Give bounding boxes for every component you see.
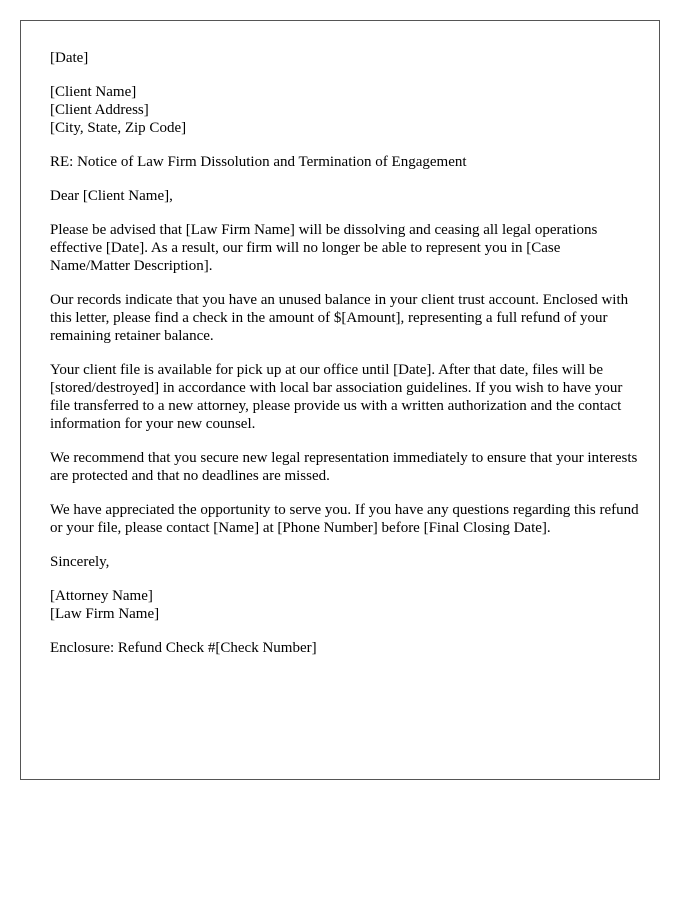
- letter-date: [Date]: [50, 50, 89, 66]
- closing-line: [50, 553, 640, 571]
- letter-closing: Sincerely,: [50, 554, 110, 570]
- recipient-city-state-zip: [City, State, Zip Code]: [50, 120, 187, 136]
- date-line: [50, 49, 640, 67]
- paragraph-refund: Our records indicate that you have an unused balance in your client trust account. Enclosed with this letter, please find a check in the amount of $[Amount], representing a full refund of your remaining retainer balance.: [50, 292, 629, 344]
- firm-name: [Law Firm Name]: [50, 606, 160, 622]
- signature-block: [50, 587, 640, 623]
- paragraph-dissolution-notice: Please be advised that [Law Firm Name] will be dissolving and ceasing all legal operations effective [Date]. As a result, our firm will no longer be able to represent you in [Case Name/Matter Description].: [50, 222, 598, 274]
- letter-enclosure: Enclosure: Refund Check #[Check Number]: [50, 640, 317, 656]
- letter-page: [20, 20, 660, 780]
- paragraph-appreciation: We have appreciated the opportunity to serve you. If you have any questions regarding this refund or your file, please contact [Name] at [Phone Number] before [Final Closing Date].: [50, 502, 639, 536]
- subject-line: [50, 153, 640, 171]
- recipient-address-block: [50, 83, 640, 137]
- recipient-name: [Client Name]: [50, 84, 137, 100]
- paragraph-recommendation: We recommend that you secure new legal representation immediately to ensure that your interests are protected and that no deadlines are missed.: [50, 450, 638, 484]
- attorney-name: [Attorney Name]: [50, 588, 153, 604]
- paragraph-client-file: Your client file is available for pick up at our office until [Date]. After that date, files will be [stored/destroyed] in accordance with local bar association guidelines. If you wish to have your file transferred to a new attorney, please provide us with a written authorization and the contact information for your new counsel.: [50, 362, 623, 432]
- letter-body: [50, 49, 640, 673]
- letter-salutation: Dear [Client Name],: [50, 188, 173, 204]
- salutation-line: [50, 187, 640, 205]
- enclosure-line: [50, 639, 640, 657]
- recipient-address: [Client Address]: [50, 102, 149, 118]
- letter-subject: RE: Notice of Law Firm Dissolution and Termination of Engagement: [50, 154, 467, 170]
